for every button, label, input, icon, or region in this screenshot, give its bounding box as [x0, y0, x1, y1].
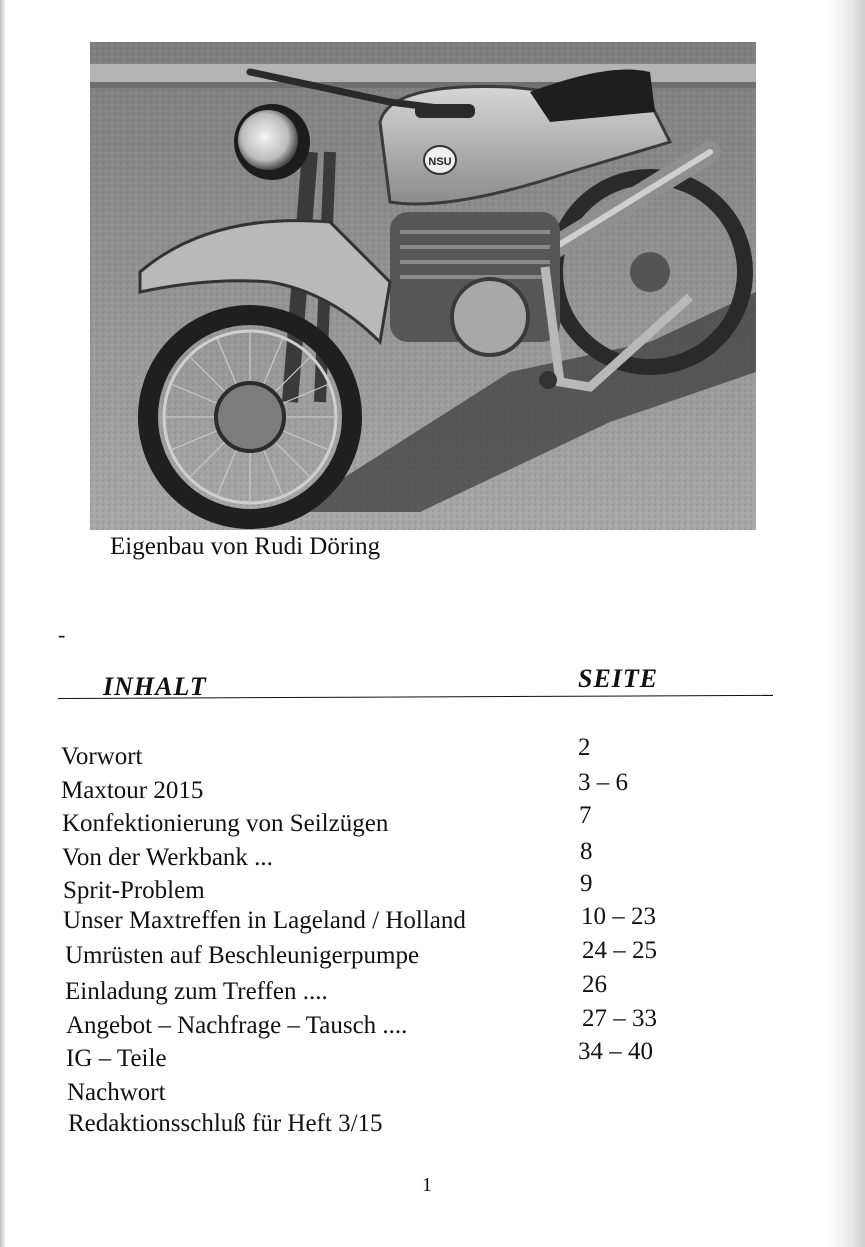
toc-item-page: 9 — [580, 870, 593, 897]
toc-item-title: Einladung zum Treffen .... — [65, 978, 328, 1005]
toc-item-title: Unser Maxtreffen in Lageland / Holland — [63, 907, 466, 934]
toc-item-title: Von der Werkbank ... — [62, 844, 273, 871]
toc-item-title: Nachwort — [67, 1079, 166, 1106]
toc-item-page: 34 – 40 — [578, 1038, 653, 1065]
toc-item-page: 7 — [579, 802, 592, 829]
photo-caption: Eigenbau von Rudi Döring — [110, 533, 381, 560]
page-number: 1 — [422, 1174, 432, 1196]
toc-item-page: 3 – 6 — [578, 769, 628, 796]
stray-dash-mark: - — [58, 622, 66, 647]
toc-item-title: Angebot – Nachfrage – Tausch .... — [66, 1012, 408, 1039]
toc-item-title: Sprit-Problem — [63, 877, 205, 904]
toc-item-page: 2 — [578, 734, 591, 761]
page-column-heading: SEITE — [578, 664, 659, 693]
nsu-badge: NSU — [428, 156, 452, 168]
toc-item-page: 27 – 33 — [582, 1005, 657, 1032]
toc-item-title: Maxtour 2015 — [61, 777, 204, 804]
toc-item-page: 10 – 23 — [581, 903, 656, 930]
contents-heading: INHALT — [103, 672, 207, 701]
toc-item-title: Umrüsten auf Beschleunigerpumpe — [65, 942, 420, 969]
toc-item-title: Vorwort — [61, 743, 143, 770]
toc-item-title: Konfektionierung von Seilzügen — [62, 810, 389, 837]
toc-item-page: 24 – 25 — [582, 937, 657, 964]
toc-item-title: Redaktionsschluß für Heft 3/15 — [68, 1110, 383, 1137]
toc-item-page: 26 — [582, 971, 607, 998]
toc-item-title: IG – Teile — [66, 1045, 167, 1072]
toc-item-page: 8 — [580, 838, 593, 865]
